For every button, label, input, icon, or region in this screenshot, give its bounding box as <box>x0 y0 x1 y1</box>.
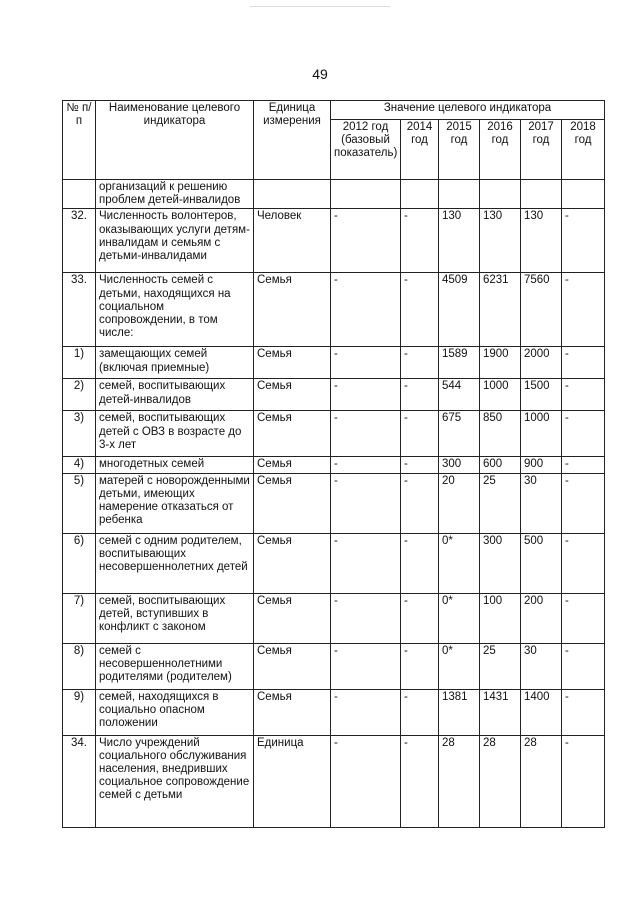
row-number: 4) <box>63 457 96 473</box>
indicator-name: семей, воспитывающих детей, вступивших в конфликт с законом <box>96 593 254 643</box>
page-number: 49 <box>312 66 328 82</box>
value-2014: - <box>401 689 439 735</box>
header-unit: Единица измерения <box>254 101 331 180</box>
indicator-name: матерей с новорожденными детьми, имеющих намерение отказаться от ребенка <box>96 473 254 533</box>
value-2017: 30 <box>521 643 562 689</box>
table-body <box>63 180 605 828</box>
row-number: 6) <box>63 533 96 593</box>
header-year: 2018 год <box>562 120 605 180</box>
value-2012 <box>331 180 401 209</box>
value-2016 <box>480 180 521 209</box>
value-2017: 1000 <box>521 411 562 457</box>
value-2014: - <box>401 643 439 689</box>
value-2016: 1000 <box>480 379 521 411</box>
value-2016: 28 <box>480 735 521 827</box>
table-row <box>63 533 605 593</box>
value-2012: - <box>331 379 401 411</box>
value-2016: 25 <box>480 643 521 689</box>
table-row <box>63 643 605 689</box>
header-year: 2017 год <box>521 120 562 180</box>
unit-cell <box>254 180 331 209</box>
value-2017: 500 <box>521 533 562 593</box>
value-2018: - <box>562 347 605 379</box>
row-number: 34. <box>63 735 96 827</box>
indicator-name: семей, воспитывающих детей с ОВЗ в возрасте до 3-х лет <box>96 411 254 457</box>
value-2018: - <box>562 473 605 533</box>
value-2016: 600 <box>480 457 521 473</box>
unit-cell: Семья <box>254 273 331 347</box>
value-2012: - <box>331 689 401 735</box>
row-number <box>63 180 96 209</box>
table-row <box>63 273 605 347</box>
indicator-table <box>62 100 605 828</box>
value-2015: 0* <box>439 593 480 643</box>
unit-cell: Семья <box>254 379 331 411</box>
indicator-name: Численность семей с детьми, находящихся на социальном сопровождении, в том числе: <box>96 273 254 347</box>
table-row <box>63 473 605 533</box>
header-year: 2016 год <box>480 120 521 180</box>
unit-cell: Семья <box>254 593 331 643</box>
value-2016: 1431 <box>480 689 521 735</box>
value-2015: 4509 <box>439 273 480 347</box>
value-2014: - <box>401 379 439 411</box>
value-2014: - <box>401 457 439 473</box>
header-values-group: Значение целевого индикатора <box>331 101 605 120</box>
top-scan-mark <box>250 6 390 7</box>
value-2012: - <box>331 457 401 473</box>
value-2018 <box>562 180 605 209</box>
value-2018: - <box>562 533 605 593</box>
value-2012: - <box>331 411 401 457</box>
unit-cell: Семья <box>254 643 331 689</box>
value-2012: - <box>331 273 401 347</box>
value-2012: - <box>331 473 401 533</box>
unit-cell: Семья <box>254 533 331 593</box>
indicator-name: многодетных семей <box>96 457 254 473</box>
value-2015: 0* <box>439 643 480 689</box>
value-2014: - <box>401 411 439 457</box>
value-2014: - <box>401 593 439 643</box>
unit-cell: Семья <box>254 457 331 473</box>
value-2017: 1500 <box>521 379 562 411</box>
value-2014 <box>401 180 439 209</box>
value-2018: - <box>562 379 605 411</box>
table-row <box>63 347 605 379</box>
value-2012: - <box>331 347 401 379</box>
row-number: 9) <box>63 689 96 735</box>
value-2017: 200 <box>521 593 562 643</box>
row-number: 32. <box>63 209 96 273</box>
value-2012: - <box>331 209 401 273</box>
value-2017 <box>521 180 562 209</box>
value-2014: - <box>401 273 439 347</box>
indicator-name: семей с несовершеннолетними родителями (родителем) <box>96 643 254 689</box>
value-2015: 28 <box>439 735 480 827</box>
indicator-name: семей, воспитывающих детей-инвалидов <box>96 379 254 411</box>
indicator-name: замещающих семей (включая приемные) <box>96 347 254 379</box>
value-2015: 0* <box>439 533 480 593</box>
value-2018: - <box>562 411 605 457</box>
value-2017: 30 <box>521 473 562 533</box>
value-2014: - <box>401 533 439 593</box>
value-2018: - <box>562 209 605 273</box>
row-number: 7) <box>63 593 96 643</box>
value-2017: 2000 <box>521 347 562 379</box>
indicator-name: семей, находящихся в социально опасном положении <box>96 689 254 735</box>
value-2015: 544 <box>439 379 480 411</box>
row-number: 1) <box>63 347 96 379</box>
header-year: 2014 год <box>401 120 439 180</box>
value-2012: - <box>331 533 401 593</box>
value-2015: 20 <box>439 473 480 533</box>
value-2015 <box>439 180 480 209</box>
row-number: 3) <box>63 411 96 457</box>
value-2012: - <box>331 593 401 643</box>
header-name: Наименование целевого индикатора <box>96 101 254 180</box>
value-2018: - <box>562 689 605 735</box>
row-number: 5) <box>63 473 96 533</box>
table-row <box>63 411 605 457</box>
value-2016: 6231 <box>480 273 521 347</box>
unit-cell: Человек <box>254 209 331 273</box>
indicator-name: Численность волонтеров, оказывающих услуги детям-инвалидам и семьям с детьми-инвалидами <box>96 209 254 273</box>
value-2015: 675 <box>439 411 480 457</box>
value-2018: - <box>562 593 605 643</box>
row-number: 8) <box>63 643 96 689</box>
table-row <box>63 209 605 273</box>
value-2018: - <box>562 735 605 827</box>
value-2015: 1381 <box>439 689 480 735</box>
value-2015: 1589 <box>439 347 480 379</box>
value-2015: 130 <box>439 209 480 273</box>
value-2018: - <box>562 643 605 689</box>
table-row <box>63 593 605 643</box>
table-row <box>63 689 605 735</box>
unit-cell: Единица <box>254 735 331 827</box>
header-year: 2015 год <box>439 120 480 180</box>
value-2015: 300 <box>439 457 480 473</box>
value-2017: 7560 <box>521 273 562 347</box>
value-2014: - <box>401 735 439 827</box>
value-2016: 850 <box>480 411 521 457</box>
value-2017: 130 <box>521 209 562 273</box>
header-year: 2012 год (базовый показатель) <box>331 120 401 180</box>
value-2018: - <box>562 273 605 347</box>
indicator-name: Число учреждений социального обслуживания населения, внедривших социальное сопровождение семей с детьми <box>96 735 254 827</box>
value-2016: 25 <box>480 473 521 533</box>
unit-cell: Семья <box>254 411 331 457</box>
row-number: 33. <box>63 273 96 347</box>
value-2016: 130 <box>480 209 521 273</box>
table-row <box>63 457 605 473</box>
value-2016: 100 <box>480 593 521 643</box>
value-2016: 1900 <box>480 347 521 379</box>
value-2017: 1400 <box>521 689 562 735</box>
unit-cell: Семья <box>254 689 331 735</box>
value-2017: 900 <box>521 457 562 473</box>
value-2014: - <box>401 473 439 533</box>
table-row <box>63 379 605 411</box>
header-no: № п/п <box>63 101 96 180</box>
table-row <box>63 735 605 827</box>
indicator-name: семей с одним родителем, воспитывающих несовершеннолетних детей <box>96 533 254 593</box>
table-row <box>63 180 605 209</box>
value-2014: - <box>401 347 439 379</box>
unit-cell: Семья <box>254 347 331 379</box>
value-2012: - <box>331 643 401 689</box>
unit-cell: Семья <box>254 473 331 533</box>
row-number: 2) <box>63 379 96 411</box>
indicator-name: организаций к решению проблем детей-инвалидов <box>96 180 254 209</box>
value-2014: - <box>401 209 439 273</box>
value-2012: - <box>331 735 401 827</box>
value-2016: 300 <box>480 533 521 593</box>
value-2017: 28 <box>521 735 562 827</box>
value-2018: - <box>562 457 605 473</box>
